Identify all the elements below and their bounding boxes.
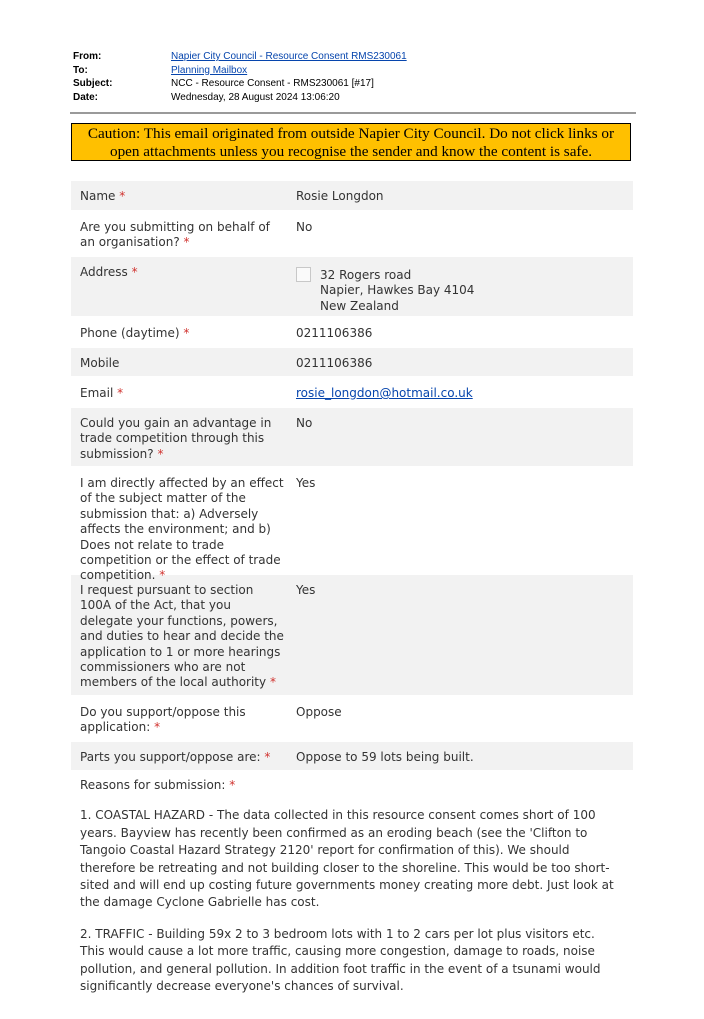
organisation-value: No <box>296 220 313 234</box>
subject-value: NCC - Resource Consent - RMS230061 [#17] <box>171 78 374 90</box>
address-checkbox[interactable] <box>296 267 311 282</box>
reasons-label: Reasons for submission: * <box>80 778 236 792</box>
from-label: From: <box>73 51 102 62</box>
email-link[interactable]: rosie_longdon@hotmail.co.uk <box>296 386 473 400</box>
organisation-label: Are you submitting on behalf of an organisation? * <box>80 220 270 250</box>
from-link[interactable]: Napier City Council - Resource Consent RMS230061 <box>171 51 407 62</box>
header-divider <box>70 112 636 114</box>
required-mark: * <box>154 720 161 735</box>
form-row-support <box>71 697 633 742</box>
to-row <box>73 64 407 78</box>
form-row-delegate <box>71 575 633 697</box>
support-label: Do you support/oppose this application: * <box>80 705 246 735</box>
trade-label: Could you gain an advantage in trade competition through this submission? * <box>80 416 272 461</box>
required-mark: * <box>183 235 190 250</box>
from-row <box>73 50 407 64</box>
email-label: Email * <box>80 386 124 400</box>
to-label: To: <box>73 64 88 76</box>
support-value: Oppose <box>296 705 342 719</box>
phone-label: Phone (daytime) * <box>80 326 190 340</box>
form-row-organisation <box>71 212 633 257</box>
affected-value: Yes <box>296 476 316 490</box>
email-header <box>73 50 407 104</box>
form-row-address <box>71 257 633 318</box>
subject-row <box>73 77 407 91</box>
date-value: Wednesday, 28 August 2024 13:06:20 <box>171 91 340 103</box>
form-row-parts <box>71 742 633 772</box>
address-value <box>287 265 624 313</box>
date-row <box>73 91 407 105</box>
delegate-value: Yes <box>296 583 316 597</box>
caution-line-1: Caution: This email originated from outside Napier City Council. Do not click links or <box>87 125 615 142</box>
caution-line-2: open attachments unless you recognise the sender and know the content is safe. <box>109 143 593 160</box>
mobile-value: 0211106386 <box>296 356 373 370</box>
parts-label: Parts you support/oppose are: * <box>80 750 271 764</box>
phone-value: 0211106386 <box>296 326 373 340</box>
submission-form <box>71 181 633 995</box>
form-row-phone <box>71 318 633 348</box>
date-label: Date: <box>73 91 99 103</box>
required-mark: * <box>117 386 124 400</box>
trade-value: No <box>296 416 313 430</box>
mobile-label: Mobile <box>80 356 120 370</box>
name-value: Rosie Longdon <box>296 189 384 203</box>
form-row-email <box>71 378 633 408</box>
delegate-label: I request pursuant to section 100A of the Act, that you delegate your functions, powers, and duties to hear and decide the application to 1 or more hearings commissioners who are not members of the local authority * <box>80 583 284 690</box>
required-mark: * <box>229 778 236 792</box>
required-mark: * <box>183 326 190 340</box>
required-mark: * <box>131 265 138 279</box>
caution-banner <box>71 123 631 161</box>
form-row-affected <box>71 468 633 583</box>
parts-value: Oppose to 59 lots being built. <box>296 750 474 764</box>
form-row-mobile <box>71 348 633 378</box>
required-mark: * <box>264 750 271 764</box>
required-mark: * <box>119 189 126 203</box>
address-line-2: Napier, Hawkes Bay 4104 <box>320 283 475 298</box>
reason-paragraph-2: 2. TRAFFIC - Building 59x 2 to 3 bedroom lots with 1 to 2 cars per lot plus visitors etc. This would cause a lot more traffic, causing more congestion, damage to roads, noise pollution, and general pollution. In addition foot traffic in the event of a tsunami would significantly decrease everyone's chances of survival. <box>80 926 601 994</box>
to-link[interactable]: Planning Mailbox <box>171 64 248 76</box>
address-label: Address * <box>80 265 138 279</box>
subject-label: Subject: <box>73 78 113 90</box>
form-row-trade <box>71 408 633 468</box>
reason-paragraph-1: 1. COASTAL HAZARD - The data collected in this resource consent comes short of 100 years. Bayview has recently been confirmed as an eroding beach (see the 'Clifton to Tangoio Coastal Hazard Strategy 2120' report for confirmation of this). We should therefore be retreating and not building closer to the shoreline. This would be too short-sited and will end up costing future governments money creating more debt. Just look at the damage Cyclone Gabrielle has cost. <box>80 808 614 910</box>
address-line-1: 32 Rogers road <box>320 268 412 282</box>
required-mark: * <box>159 568 166 583</box>
name-label: Name * <box>80 189 126 203</box>
required-mark: * <box>269 675 276 690</box>
form-row-name <box>71 181 633 212</box>
affected-label: I am directly affected by an effect of the subject matter of the submission that: a) Adversely affects the environment; and b) Does not relate to trade competition or the effect of trade competition. * <box>80 476 284 583</box>
required-mark: * <box>157 446 164 461</box>
address-line-3: New Zealand <box>320 298 399 313</box>
